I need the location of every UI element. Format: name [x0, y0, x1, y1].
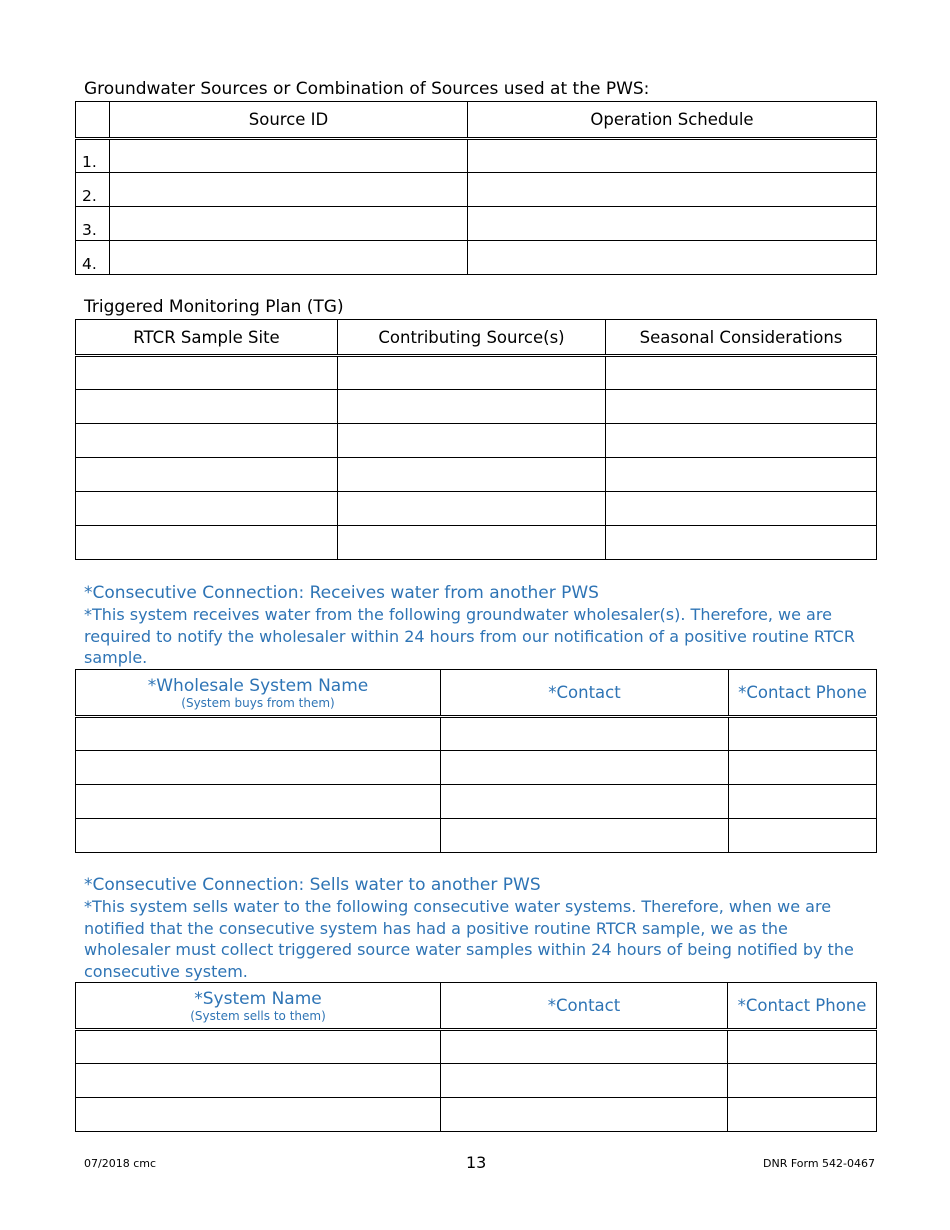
- contact-cell[interactable]: [441, 1098, 728, 1132]
- system-name-cell[interactable]: [76, 1064, 441, 1098]
- table-row: [76, 424, 877, 458]
- table-row: [76, 492, 877, 526]
- wholesale-system-name-header: [76, 670, 441, 717]
- row-number: 2.: [76, 173, 110, 207]
- table-row: [76, 458, 877, 492]
- contributing-source-cell[interactable]: [338, 492, 606, 526]
- contact-cell[interactable]: [441, 819, 729, 853]
- row-number: 3.: [76, 207, 110, 241]
- phone-cell[interactable]: [729, 751, 877, 785]
- table-row: [76, 785, 877, 819]
- system-name-cell[interactable]: [76, 1030, 441, 1064]
- seasonal-cell[interactable]: [606, 424, 877, 458]
- table-row: [76, 390, 877, 424]
- wholesale-system-name-label: *Wholesale System Name: [147, 675, 369, 696]
- contact-phone-header: *Contact Phone: [729, 670, 877, 717]
- system-name-header: [76, 983, 441, 1030]
- contact-cell[interactable]: [441, 1064, 728, 1098]
- system-name-cell[interactable]: [76, 819, 441, 853]
- system-name-cell[interactable]: [76, 751, 441, 785]
- source-id-cell[interactable]: [110, 173, 468, 207]
- contributing-source-cell[interactable]: [338, 424, 606, 458]
- sample-site-cell[interactable]: [76, 526, 338, 560]
- seasonal-cell[interactable]: [606, 390, 877, 424]
- system-name-label: *System Name: [194, 988, 322, 1009]
- table-row: [76, 526, 877, 560]
- groundwater-title: Groundwater Sources or Combination of Sources used at the PWS:: [84, 79, 650, 99]
- operation-schedule-header: Operation Schedule: [468, 102, 877, 139]
- receives-title: *Consecutive Connection: Receives water from another PWS: [84, 583, 599, 603]
- wholesaler-table: [75, 669, 877, 853]
- operation-schedule-cell[interactable]: [468, 173, 877, 207]
- seasonal-considerations-header: Seasonal Considerations: [606, 320, 877, 356]
- seasonal-cell[interactable]: [606, 526, 877, 560]
- system-name-sublabel: (System sells to them): [190, 1008, 326, 1023]
- form-number: DNR Form 542-0467: [763, 1157, 876, 1170]
- sample-site-cell[interactable]: [76, 356, 338, 390]
- sample-site-cell[interactable]: [76, 492, 338, 526]
- contributing-source-header: Contributing Source(s): [338, 320, 606, 356]
- phone-cell[interactable]: [729, 785, 877, 819]
- contact-cell[interactable]: [441, 751, 729, 785]
- contributing-source-cell[interactable]: [338, 458, 606, 492]
- operation-schedule-cell[interactable]: [468, 241, 877, 275]
- sample-site-cell[interactable]: [76, 390, 338, 424]
- wholesale-system-name-sublabel: (System buys from them): [181, 695, 335, 710]
- page-number: 13: [466, 1153, 487, 1172]
- contact-header: *Contact: [441, 983, 728, 1030]
- table-row: [76, 1030, 877, 1064]
- operation-schedule-cell[interactable]: [468, 139, 877, 173]
- seasonal-cell[interactable]: [606, 492, 877, 526]
- tg-plan-table: [75, 319, 877, 560]
- footer-date: 07/2018 cmc: [84, 1157, 157, 1170]
- phone-cell[interactable]: [728, 1030, 877, 1064]
- table-row: [76, 751, 877, 785]
- contributing-source-cell[interactable]: [338, 390, 606, 424]
- source-id-cell[interactable]: [110, 241, 468, 275]
- table-row: [76, 1064, 877, 1098]
- table-row: [76, 717, 877, 751]
- receives-note: *This system receives water from the following groundwater wholesaler(s). Therefore, we are required to notify the wholesaler within 24 hours from our notification of a positive routine RTCR sample.: [84, 605, 855, 667]
- contact-cell[interactable]: [441, 717, 729, 751]
- table-row: [76, 173, 877, 207]
- table-row: [76, 241, 877, 275]
- contact-cell[interactable]: [441, 785, 729, 819]
- tg-plan-title: Triggered Monitoring Plan (TG): [84, 297, 344, 317]
- contributing-source-cell[interactable]: [338, 526, 606, 560]
- sample-site-header: RTCR Sample Site: [76, 320, 338, 356]
- seasonal-cell[interactable]: [606, 356, 877, 390]
- table-row: [76, 139, 877, 173]
- table-header-row: [76, 320, 877, 356]
- row-number: 4.: [76, 241, 110, 275]
- phone-cell[interactable]: [728, 1098, 877, 1132]
- contact-phone-header: *Contact Phone: [728, 983, 877, 1030]
- number-header-cell: [76, 102, 110, 139]
- seasonal-cell[interactable]: [606, 458, 877, 492]
- contact-header: *Contact: [441, 670, 729, 717]
- operation-schedule-cell[interactable]: [468, 207, 877, 241]
- system-name-cell[interactable]: [76, 717, 441, 751]
- table-row: [76, 356, 877, 390]
- table-header-row: [76, 670, 877, 717]
- source-id-cell[interactable]: [110, 207, 468, 241]
- table-header-row: [76, 983, 877, 1030]
- contact-cell[interactable]: [441, 1030, 728, 1064]
- table-header-row: [76, 102, 877, 139]
- sells-title: *Consecutive Connection: Sells water to another PWS: [84, 875, 541, 895]
- source-id-cell[interactable]: [110, 139, 468, 173]
- table-row: [76, 819, 877, 853]
- sample-site-cell[interactable]: [76, 424, 338, 458]
- consecutive-system-table: [75, 982, 877, 1132]
- system-name-cell[interactable]: [76, 785, 441, 819]
- source-id-header: Source ID: [110, 102, 468, 139]
- contributing-source-cell[interactable]: [338, 356, 606, 390]
- phone-cell[interactable]: [729, 717, 877, 751]
- row-number: 1.: [76, 139, 110, 173]
- sample-site-cell[interactable]: [76, 458, 338, 492]
- sells-note: *This system sells water to the following consecutive water systems. Therefore, when we are notified that the consecutive system has had a positive routine RTCR sample, we as the wholesaler must collect triggered source water samples within 24 hours of being notified by the consecutive system.: [84, 897, 854, 981]
- phone-cell[interactable]: [729, 819, 877, 853]
- table-row: [76, 1098, 877, 1132]
- table-row: [76, 207, 877, 241]
- phone-cell[interactable]: [728, 1064, 877, 1098]
- groundwater-table: [75, 101, 877, 275]
- system-name-cell[interactable]: [76, 1098, 441, 1132]
